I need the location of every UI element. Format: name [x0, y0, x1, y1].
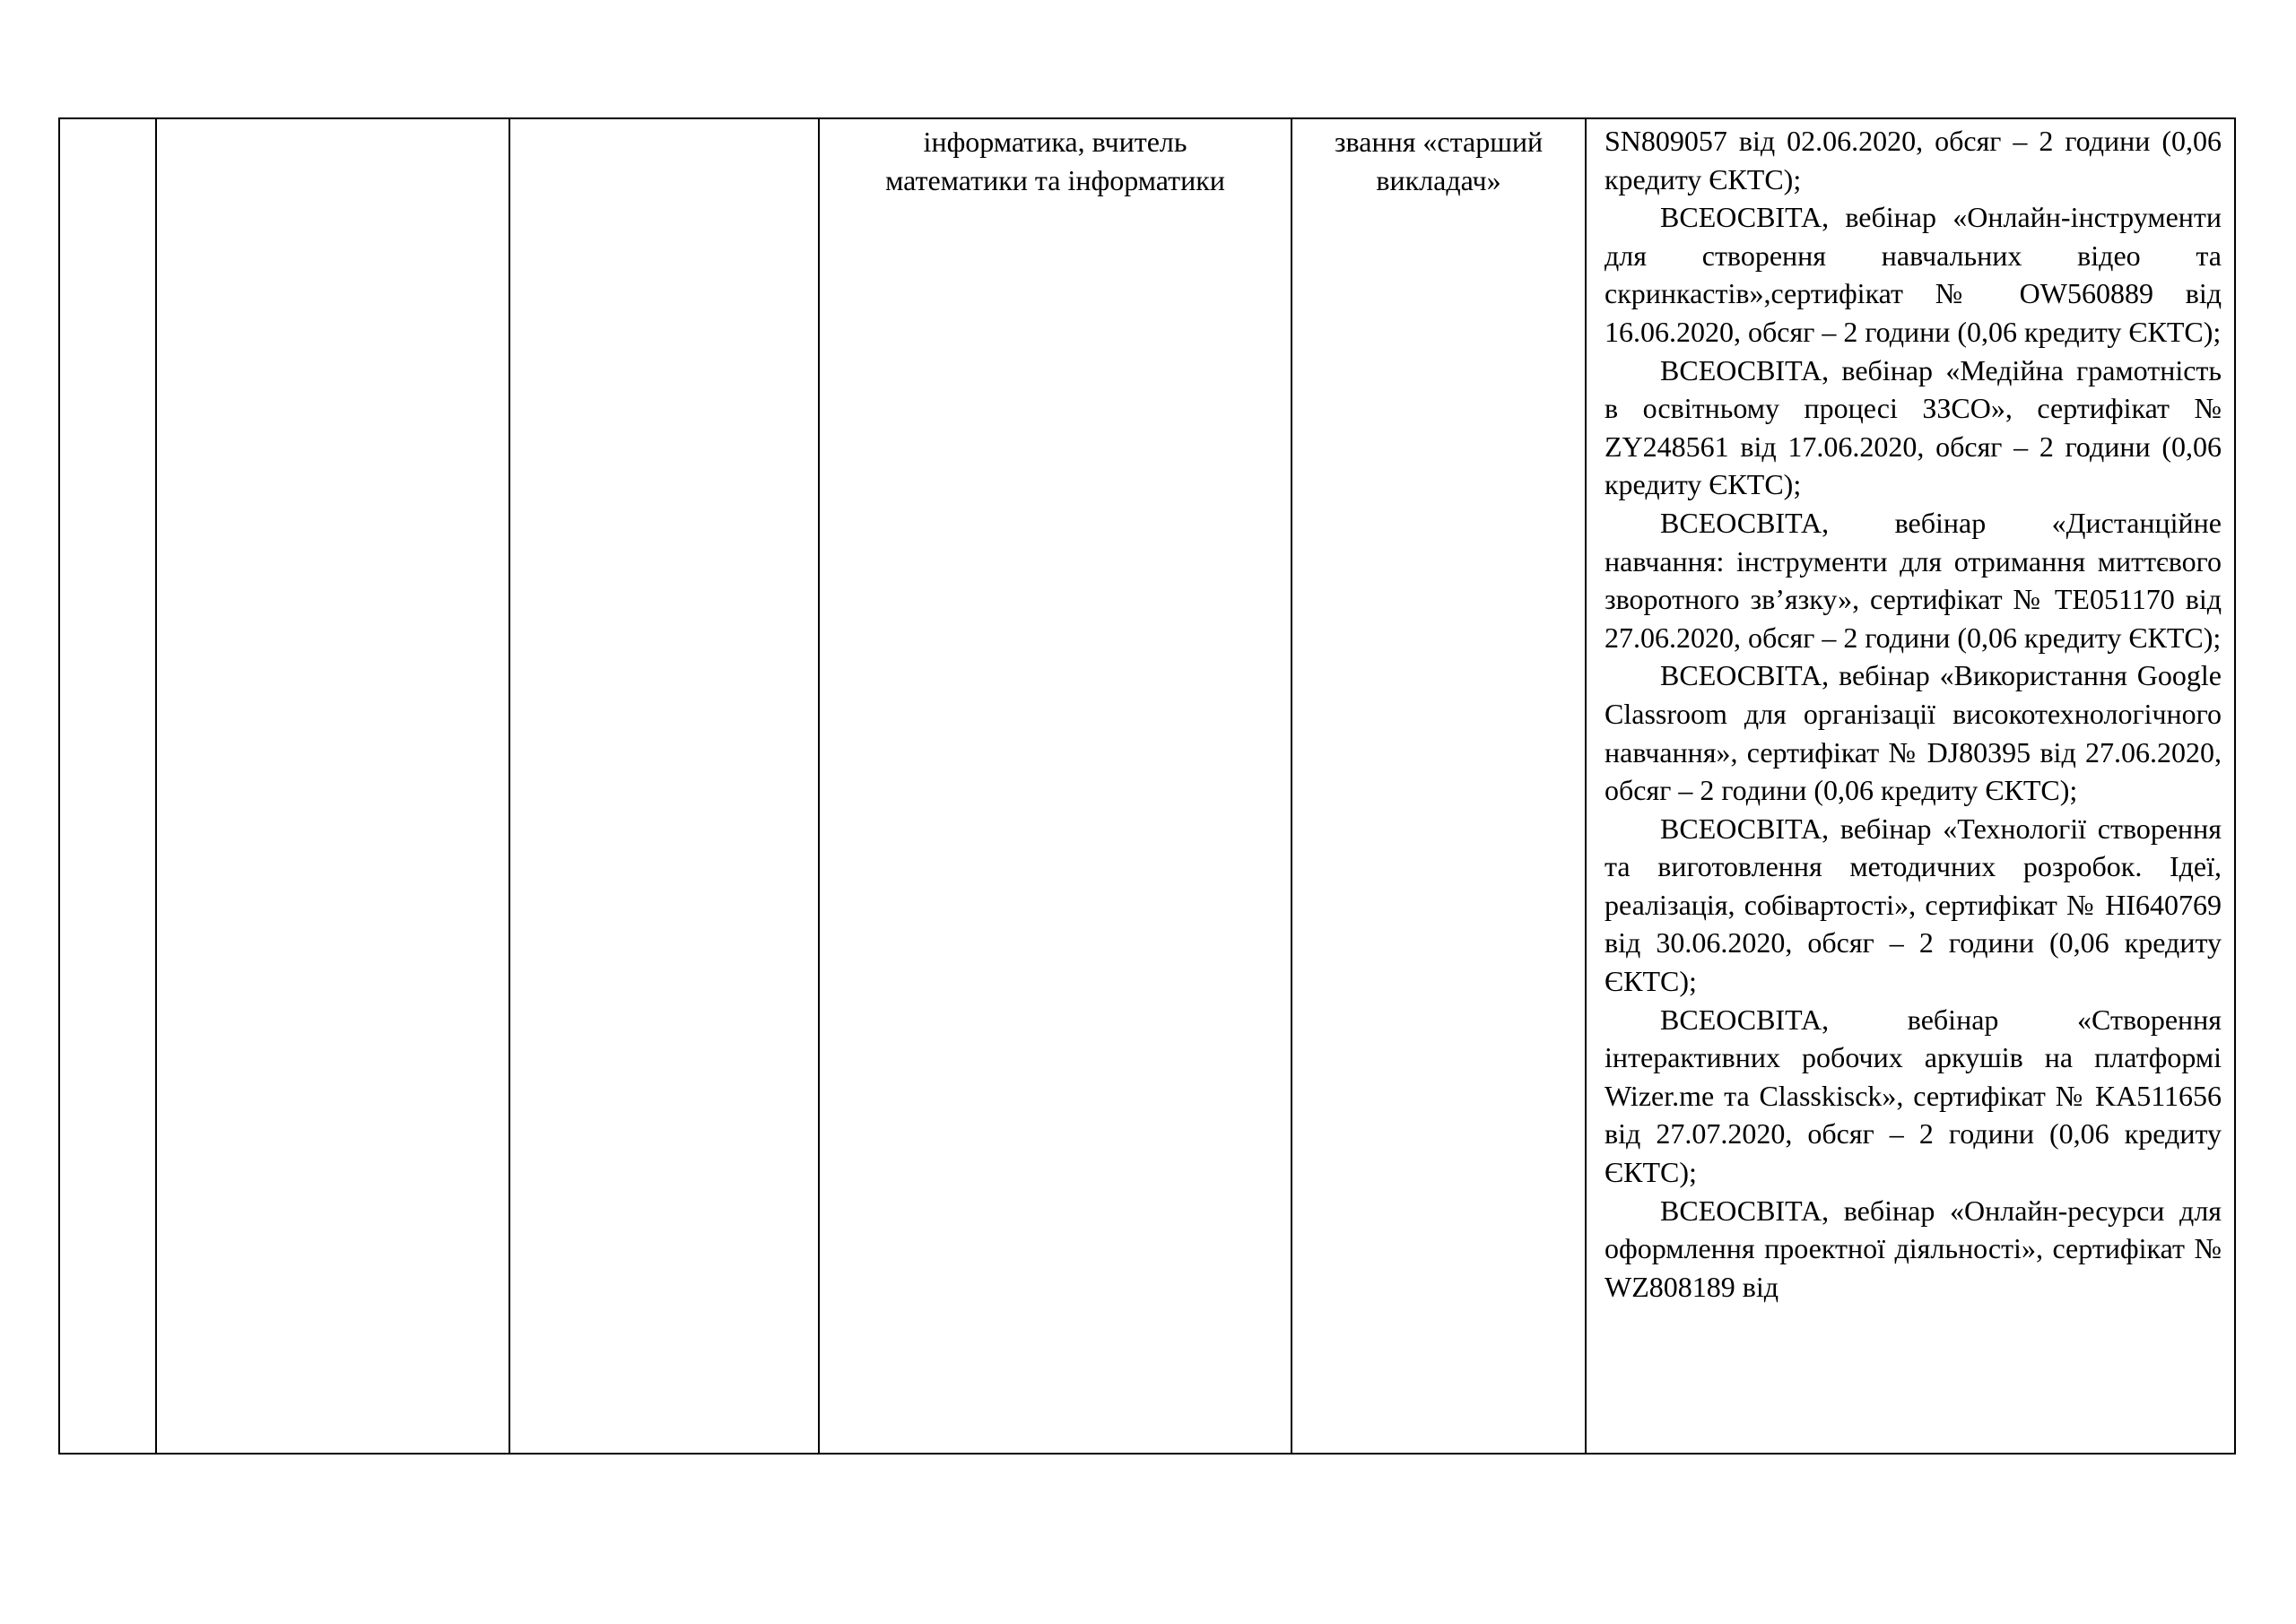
- training-paragraph: ВСЕОСВІТА, вебінар «Онлайн-інструменти для створення навчальних відео та скринкастів»,сертифікат № OW560889 від 16.06.2020, обсяг – 2 години (0,06 кредиту ЄКТС);: [1605, 201, 2222, 348]
- specialty-cell: [819, 118, 1292, 1454]
- specialty-line: математики та інформатики: [885, 163, 1225, 196]
- staff-table: [58, 117, 2236, 1455]
- title-line: звання «старший: [1334, 126, 1544, 158]
- name-cell: [156, 118, 509, 1454]
- number-cell: [59, 118, 156, 1454]
- training-paragraph: ВСЕОСВІТА, вебінар «Онлайн-ресурси для оформлення проектної діяльності», сертифікат № WZ808189 від: [1605, 1194, 2222, 1303]
- training-paragraph: ВСЕОСВІТА, вебінар «Використання Google Classroom для організації високотехнологічного навчання», сертифікат № DJ80395 від 27.06.2020, обсяг – 2 години (0,06 кредиту ЄКТС);: [1605, 659, 2222, 807]
- table-row: [59, 118, 2235, 1454]
- title-line: викладач»: [1376, 163, 1501, 196]
- training-paragraph: ВСЕОСВІТА, вебінар «Медійна грамотність в освітньому процесі ЗЗСО», сертифікат № ZY248561 від 17.06.2020, обсяг – 2 години (0,06 кредиту ЄКТС);: [1605, 353, 2222, 501]
- training-paragraph: ВСЕОСВІТА, вебінар «Технології створення та виготовлення методичних розробок. Ідеї, реалізація, собівартості», сертифікат № HI640769 від 30.06.2020, обсяг – 2 години (0,06 кредиту ЄКТС);: [1605, 812, 2222, 998]
- training-paragraph: SN809057 від 02.06.2020, обсяг – 2 години (0,06 кредиту ЄКТС);: [1605, 125, 2222, 195]
- training-cell: [1586, 118, 2235, 1454]
- training-paragraph: ВСЕОСВІТА, вебінар «Створення інтерактивних робочих аркушів на платформі Wizer.me та Classkisck», сертифікат № KA511656 від 27.07.2020, обсяг – 2 години (0,06 кредиту ЄКТС);: [1605, 1003, 2222, 1189]
- training-paragraph: ВСЕОСВІТА, вебінар «Дистанційне навчання: інструменти для отримання миттєвого зворотного зв’язку», сертифікат № TE051170 від 27.06.2020, обсяг – 2 години (0,06 кредиту ЄКТС);: [1605, 506, 2222, 654]
- academic-title-cell: [1292, 118, 1586, 1454]
- position-cell: [509, 118, 819, 1454]
- specialty-line: інформатика, вчитель: [923, 126, 1187, 158]
